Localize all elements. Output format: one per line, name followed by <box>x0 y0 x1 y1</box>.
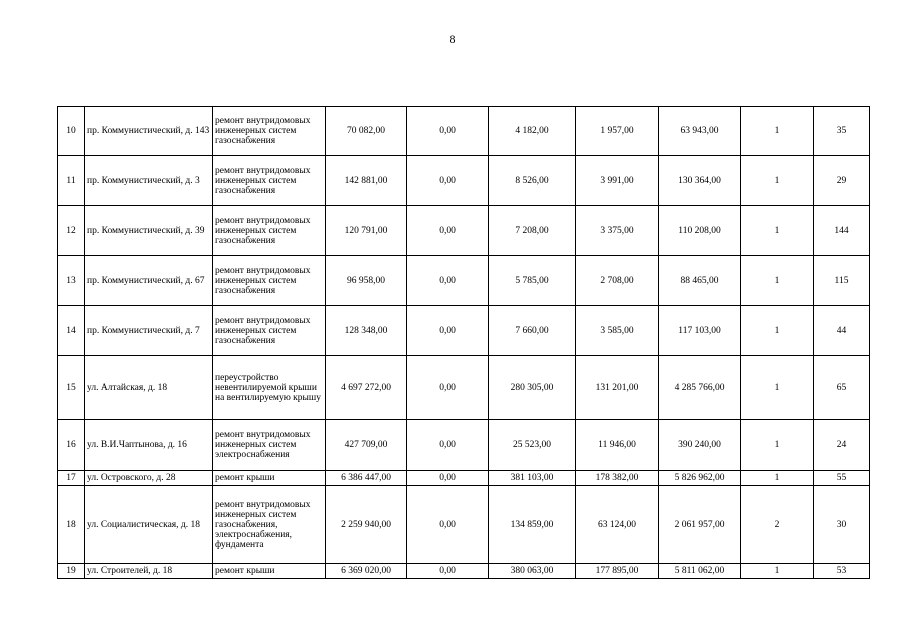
row-value-5: 110 208,00 <box>659 206 741 256</box>
row-value-3: 25 523,00 <box>489 420 576 471</box>
row-value-5: 2 061 957,00 <box>659 486 741 564</box>
row-value-5: 4 285 766,00 <box>659 356 741 420</box>
row-value-4: 178 382,00 <box>576 471 659 486</box>
row-value-5: 117 103,00 <box>659 306 741 356</box>
table-row <box>58 156 870 206</box>
row-value-7: 30 <box>814 486 870 564</box>
row-work-type: ремонт внутридомовых инженерных систем газоснабжения <box>213 156 326 206</box>
row-number: 12 <box>58 206 85 256</box>
row-value-7: 53 <box>814 564 870 579</box>
row-value-7: 65 <box>814 356 870 420</box>
row-value-6: 1 <box>741 256 814 306</box>
row-value-7: 29 <box>814 156 870 206</box>
row-number: 13 <box>58 256 85 306</box>
page-number: 8 <box>449 32 456 46</box>
row-total-cost: 427 709,00 <box>326 420 407 471</box>
row-number: 14 <box>58 306 85 356</box>
table-row <box>58 564 870 579</box>
row-address: пр. Коммунистический, д. 7 <box>85 306 213 356</box>
row-value-3: 381 103,00 <box>489 471 576 486</box>
row-work-type: ремонт внутридомовых инженерных систем газоснабжения <box>213 306 326 356</box>
row-total-cost: 70 082,00 <box>326 107 407 156</box>
row-work-type: переустройство невентилируемой крыши на вентилируемую крышу <box>213 356 326 420</box>
row-work-type: ремонт внутридомовых инженерных систем газоснабжения <box>213 107 326 156</box>
row-work-type: ремонт внутридомовых инженерных систем газоснабжения <box>213 206 326 256</box>
row-value-5: 130 364,00 <box>659 156 741 206</box>
row-value-3: 5 785,00 <box>489 256 576 306</box>
row-number: 17 <box>58 471 85 486</box>
row-value-3: 380 063,00 <box>489 564 576 579</box>
row-value-6: 1 <box>741 356 814 420</box>
row-value-6: 1 <box>741 156 814 206</box>
row-value-3: 7 660,00 <box>489 306 576 356</box>
row-value-4: 11 946,00 <box>576 420 659 471</box>
table-row <box>58 256 870 306</box>
row-value-2: 0,00 <box>407 564 489 579</box>
row-work-type: ремонт крыши <box>213 471 326 486</box>
row-value-6: 1 <box>741 107 814 156</box>
row-value-3: 4 182,00 <box>489 107 576 156</box>
row-number: 10 <box>58 107 85 156</box>
row-total-cost: 4 697 272,00 <box>326 356 407 420</box>
row-value-2: 0,00 <box>407 306 489 356</box>
row-value-3: 134 859,00 <box>489 486 576 564</box>
row-value-2: 0,00 <box>407 256 489 306</box>
row-number: 11 <box>58 156 85 206</box>
row-value-2: 0,00 <box>407 356 489 420</box>
row-address: ул. Алтайская, д. 18 <box>85 356 213 420</box>
row-work-type: ремонт внутридомовых инженерных систем газоснабжения <box>213 256 326 306</box>
row-value-4: 3 585,00 <box>576 306 659 356</box>
row-number: 15 <box>58 356 85 420</box>
row-value-6: 1 <box>741 206 814 256</box>
row-value-3: 7 208,00 <box>489 206 576 256</box>
row-total-cost: 142 881,00 <box>326 156 407 206</box>
repair-table <box>57 106 870 579</box>
row-value-6: 2 <box>741 486 814 564</box>
row-address: ул. Социалистическая, д. 18 <box>85 486 213 564</box>
row-value-5: 63 943,00 <box>659 107 741 156</box>
row-address: ул. Строителей, д. 18 <box>85 564 213 579</box>
row-value-6: 1 <box>741 471 814 486</box>
row-value-7: 55 <box>814 471 870 486</box>
row-value-3: 8 526,00 <box>489 156 576 206</box>
row-value-6: 1 <box>741 420 814 471</box>
table-row <box>58 206 870 256</box>
row-value-2: 0,00 <box>407 156 489 206</box>
row-value-4: 131 201,00 <box>576 356 659 420</box>
row-value-5: 88 465,00 <box>659 256 741 306</box>
row-work-type: ремонт внутридомовых инженерных систем газоснабжения, электроснабжения, фундамента <box>213 486 326 564</box>
table-row <box>58 306 870 356</box>
row-value-7: 44 <box>814 306 870 356</box>
row-value-4: 63 124,00 <box>576 486 659 564</box>
row-total-cost: 120 791,00 <box>326 206 407 256</box>
row-work-type: ремонт внутридомовых инженерных систем электроснабжения <box>213 420 326 471</box>
row-number: 19 <box>58 564 85 579</box>
row-value-5: 5 826 962,00 <box>659 471 741 486</box>
table-row <box>58 356 870 420</box>
row-address: пр. Коммунистический, д. 67 <box>85 256 213 306</box>
row-number: 16 <box>58 420 85 471</box>
table-row <box>58 420 870 471</box>
row-value-4: 3 375,00 <box>576 206 659 256</box>
row-work-type: ремонт крыши <box>213 564 326 579</box>
row-address: ул. Островского, д. 28 <box>85 471 213 486</box>
row-address: пр. Коммунистический, д. 3 <box>85 156 213 206</box>
row-value-2: 0,00 <box>407 420 489 471</box>
row-address: ул. В.И.Чаптынова, д. 16 <box>85 420 213 471</box>
row-value-2: 0,00 <box>407 471 489 486</box>
row-value-6: 1 <box>741 564 814 579</box>
table-row <box>58 107 870 156</box>
row-value-6: 1 <box>741 306 814 356</box>
row-value-3: 280 305,00 <box>489 356 576 420</box>
table-row <box>58 471 870 486</box>
row-value-4: 3 991,00 <box>576 156 659 206</box>
row-total-cost: 2 259 940,00 <box>326 486 407 564</box>
row-value-7: 115 <box>814 256 870 306</box>
row-total-cost: 128 348,00 <box>326 306 407 356</box>
row-total-cost: 6 369 020,00 <box>326 564 407 579</box>
row-value-2: 0,00 <box>407 206 489 256</box>
row-value-2: 0,00 <box>407 107 489 156</box>
row-value-4: 1 957,00 <box>576 107 659 156</box>
row-value-7: 24 <box>814 420 870 471</box>
row-address: пр. Коммунистический, д. 39 <box>85 206 213 256</box>
table-row <box>58 486 870 564</box>
row-value-7: 35 <box>814 107 870 156</box>
row-total-cost: 6 386 447,00 <box>326 471 407 486</box>
row-total-cost: 96 958,00 <box>326 256 407 306</box>
row-value-7: 144 <box>814 206 870 256</box>
row-address: пр. Коммунистический, д. 143 <box>85 107 213 156</box>
row-value-2: 0,00 <box>407 486 489 564</box>
row-value-5: 390 240,00 <box>659 420 741 471</box>
row-value-4: 2 708,00 <box>576 256 659 306</box>
row-value-5: 5 811 062,00 <box>659 564 741 579</box>
row-number: 18 <box>58 486 85 564</box>
row-value-4: 177 895,00 <box>576 564 659 579</box>
